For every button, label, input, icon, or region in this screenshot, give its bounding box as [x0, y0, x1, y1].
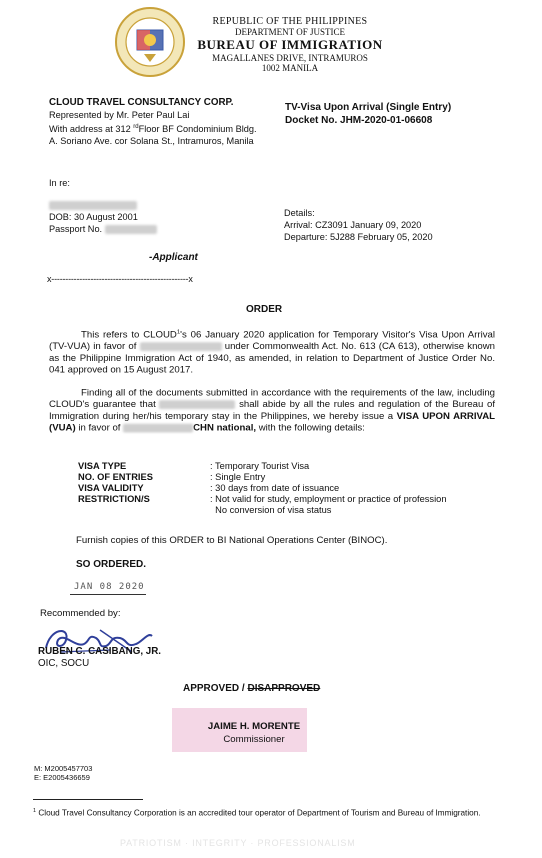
- approval-line: [183, 683, 320, 694]
- footnote: [33, 806, 483, 819]
- separator-line: x-------------------------------------------------x: [47, 274, 193, 284]
- docket-type: TV-Visa Upon Arrival (Single Entry): [285, 102, 452, 113]
- date-underline: [70, 594, 146, 595]
- details-arrival: Arrival: CZ3091 January 09, 2020: [284, 220, 422, 230]
- applicant-dob: DOB: 30 August 2001: [49, 212, 138, 222]
- header-address: MAGALLANES DRIVE, INTRAMUROS: [212, 53, 368, 63]
- so-ordered: SO ORDERED.: [76, 559, 147, 570]
- visa-details-table: [78, 461, 498, 516]
- address-part: With address at 312: [49, 124, 134, 135]
- footnote-divider: [33, 799, 143, 800]
- company-address-line2: A. Soriano Ave. cor Solana St., Intramuros, Manila: [49, 136, 254, 147]
- approved-label: APPROVED /: [183, 683, 248, 694]
- redacted-applicant-name: [159, 400, 235, 409]
- address-part: Floor BF Condominium Bldg.: [138, 124, 257, 135]
- details-departure: Departure: 5J288 February 05, 2020: [284, 232, 433, 242]
- recommender-name: RUBEN C. CASIBANG, JR.: [38, 646, 162, 657]
- commissioner-block: [199, 720, 309, 746]
- redacted-applicant-name: [49, 201, 137, 210]
- order-paragraph-1: [49, 327, 495, 377]
- date-stamp: JAN 08 2020: [74, 582, 145, 592]
- nationality-emphasis: CHN national,: [193, 422, 257, 434]
- visa-value: : Not valid for study, employment or practice of profession: [210, 494, 447, 504]
- ref-e: E: E2005436659: [34, 773, 90, 782]
- docket-number: Docket No. JHM-2020-01-06608: [285, 115, 433, 126]
- table-row: [78, 461, 498, 472]
- company-block: [49, 97, 289, 147]
- visa-label: VISA VALIDITY: [78, 483, 144, 493]
- commissioner-name: JAIME H. MORENTE: [207, 721, 301, 732]
- para1-text: 's 06 January 2020 application for Temporary Visitor's Visa Upon Arrival (TV-VUA) in favor of: [49, 329, 495, 353]
- order-paragraph-2: [49, 387, 495, 434]
- footnote-number: 1: [33, 808, 37, 814]
- header-city: 1002 MANILA: [261, 63, 319, 73]
- company-address-line1: [49, 121, 289, 135]
- company-name: CLOUD TRAVEL CONSULTANCY CORP.: [49, 97, 234, 108]
- applicant-label: -Applicant: [149, 252, 198, 263]
- motto-watermark: PATRIOTISM · INTEGRITY · PROFESSIONALISM: [120, 838, 356, 848]
- visa-label: RESTRICTION/S: [78, 494, 150, 504]
- para2-text: Finding all of the documents submitted in accordance with the requirements of the law, including CLOUD's guarantee that: [49, 387, 495, 411]
- recommended-label: Recommended by:: [40, 608, 121, 619]
- commissioner-title: Commissioner: [223, 734, 285, 745]
- visa-value: : Temporary Tourist Visa: [210, 461, 310, 471]
- recommender-title: OIC, SOCU: [38, 658, 90, 669]
- furnish-copies: Furnish copies of this ORDER to BI National Operations Center (BINOC).: [76, 535, 388, 546]
- company-representative: Represented by Mr. Peter Paul Lai: [49, 110, 190, 120]
- header-bureau: BUREAU OF IMMIGRATION: [197, 37, 383, 52]
- bureau-of-immigration-seal-icon: [114, 6, 186, 78]
- ref-m: M: M2005457703: [34, 764, 93, 773]
- visa-label: VISA TYPE: [78, 461, 127, 471]
- para1-text: under Commonwealth Act. No. 613 (CA 613), otherwise known as the Philippine Immigration Act of 1940, as amended, in relation to Department of Justice Order No. 041 approved on 15 August 2017.: [49, 341, 496, 376]
- applicant-passport-label: Passport No.: [49, 224, 105, 234]
- para2-text: shall abide by all the rules and regulation of the Bureau of Immigration during her/his temporary stay in the Philippines, we hereby issue a: [49, 399, 495, 422]
- visa-label: NO. OF ENTRIES: [78, 472, 153, 482]
- footnote-text: Cloud Travel Consultancy Corporation is an accredited tour operator of Department of Tourism and Bureau of Immigration.: [36, 808, 481, 818]
- table-row: [78, 472, 498, 483]
- redacted-applicant-name: [123, 424, 193, 433]
- visa-value: : 30 days from date of issuance: [210, 483, 340, 493]
- visa-value: : Single Entry: [210, 472, 266, 482]
- in-re-label: In re:: [49, 178, 70, 188]
- details-block: [284, 207, 504, 243]
- details-label: Details:: [284, 208, 315, 218]
- para2-text: with the following details:: [256, 422, 365, 434]
- table-row: [78, 483, 498, 494]
- order-title: ORDER: [246, 304, 283, 315]
- address-sup: rd: [133, 124, 139, 130]
- docket-block: [285, 101, 525, 127]
- visa-label: [78, 505, 210, 516]
- visa-type-emphasis: VISA UPON ARRIVAL (VUA): [49, 411, 495, 434]
- header-department: DEPARTMENT OF JUSTICE: [235, 27, 345, 37]
- header-republic: REPUBLIC OF THE PHILIPPINES: [212, 16, 368, 27]
- para1-text: This refers to CLOUD: [81, 329, 177, 341]
- applicant-block: [49, 199, 269, 235]
- disapproved-label: DISAPPROVED: [247, 683, 321, 694]
- table-row: [78, 505, 498, 516]
- reference-numbers: [34, 764, 92, 782]
- redacted-passport-number: [105, 225, 157, 234]
- recommender-block: [38, 646, 161, 670]
- table-row: [78, 494, 498, 505]
- footnote-ref: 1: [176, 329, 181, 336]
- visa-value: No conversion of visa status: [210, 505, 332, 515]
- para2-text: in favor of: [75, 422, 124, 434]
- redacted-applicant-name: [140, 342, 222, 351]
